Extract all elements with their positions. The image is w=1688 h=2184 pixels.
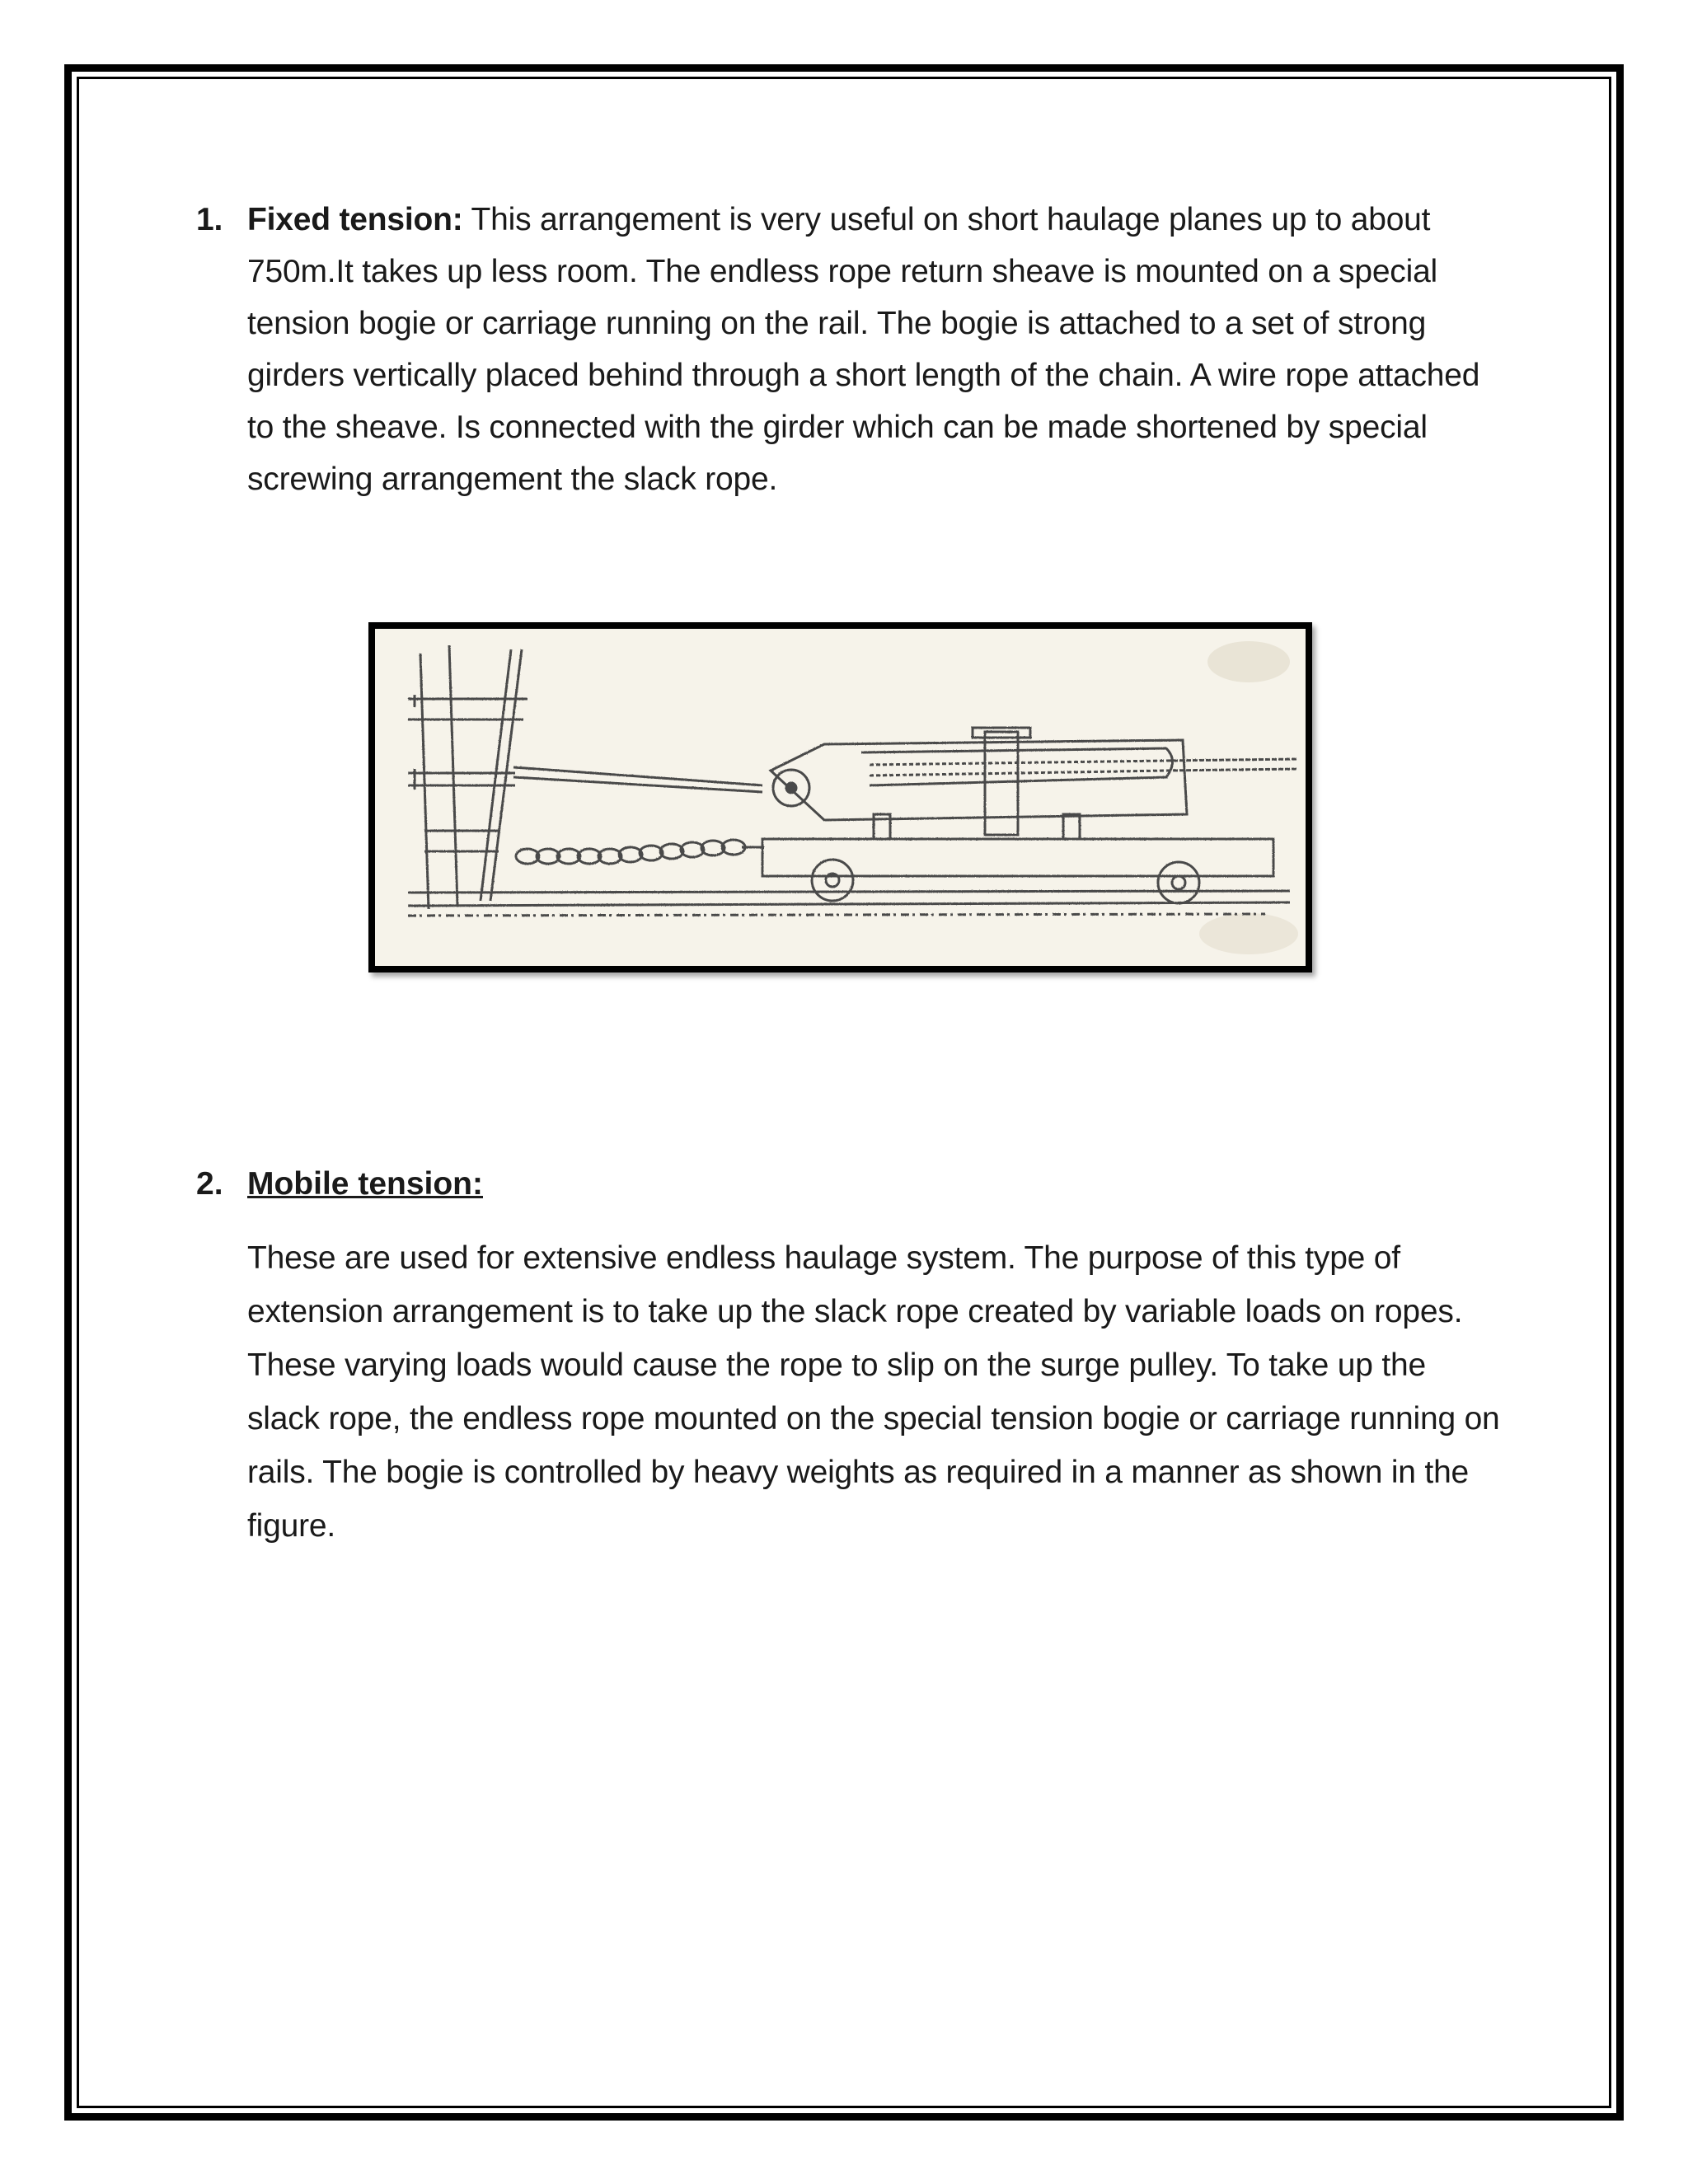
section-number: 2.	[196, 1166, 223, 1202]
tension-bogie-diagram-icon	[375, 629, 1306, 966]
section-fixed-tension	[196, 194, 1500, 505]
section-mobile-tension-body: These are used for extensive endless haulage system. The purpose of this type of extension arrangement is to take up the slack rope created by variable loads on ropes. These varying loads would cause the rope to slip on the surge pulley. To take up the slack rope, the endless rope mounted on the special tension bogie or carriage running on rails. The bogie is controlled by heavy weights as required in a manner as shown in the figure.	[247, 1240, 1500, 1544]
tension-bogie-figure	[368, 622, 1312, 972]
section-number: 1.	[196, 202, 223, 237]
section-mobile-tension-heading	[196, 1158, 483, 1210]
section-heading: Mobile tension:	[247, 1166, 483, 1202]
section-body: This arrangement is very useful on short haulage planes up to about 750m.It takes up less room. The endless rope return sheave is mounted on a special tension bogie or carriage running on the rail. The bogie is attached to a set of strong girders vertically placed behind through a short length of the chain. A wire rope attached to the sheave. Is connected with the girder which can be made shortened by special screwing arrangement the slack rope.	[247, 202, 1480, 497]
section-lead: Fixed tension:	[247, 202, 463, 237]
